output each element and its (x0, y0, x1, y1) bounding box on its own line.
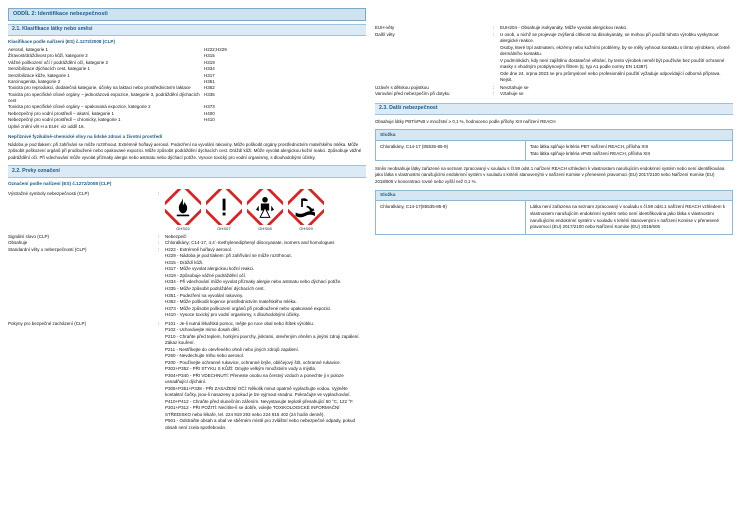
table-row (376, 201, 733, 234)
endocrine-table (375, 190, 733, 235)
clp-classification-lead: Klasifikace podle nařízení (ES) č.1272/2008 (CLP) (8, 39, 115, 45)
table-header-row (376, 130, 733, 141)
pictogram-code: GHS09 (299, 226, 313, 232)
hazard-class-code: H362 (204, 85, 215, 91)
other-statements-row: Další věty : U osob, u nichž se projevuje zvýšená citlivost na diisokyanáty, se mohou při použití tohoto výrobku vyskytnout alergické reakce. Osoby, které trpí astmatem, ekzémy nebo kožními problémy, by se měly vyhnout kontaktu s tímto výrobkem, včetně dermálního kontaktu. V podmínkách, kdy není zajištěno dostatečné větrání, by tento výrobek neměl být používán bez použití ochranné masky s vhodným protiplynovým filtrem (tj. typ A1 podle normy EN 14387). Ode dne 24. srpna 2023 se pro průmyslové nebo profesionální použití vyžaduje odpovídající odborná příprava. Nejsit. (375, 32, 733, 84)
hazard-statement: H222 - Extrémně hořlavý aerosol. (165, 246, 233, 252)
other-statement: U osob, u nichž se projevuje zvýšená citlivost na diisokyanáty, se mohou při použití tohoto výrobku vyskytnout alergické reakce. (500, 31, 719, 44)
hazard-class-row (8, 117, 366, 123)
hazard-class-name: Nebezpečný pro vodní prostředí – akutní, kategorie 1 (8, 110, 115, 116)
subsection-2-3-header: 2.3. Další nebezpečnost (375, 103, 733, 115)
hazard-class-code: H373 (204, 104, 215, 110)
other-statements-list (500, 32, 733, 84)
child-lock-row: Uzávěr s dětskou pojistkou : Nevztahuje se (375, 85, 733, 92)
hazard-class-name: Senzibilizace dýchacích cest, kategorie 1 (8, 66, 91, 72)
pictogram-colon: : (158, 191, 160, 197)
component-name: Chloralkány, C14-17 (85535-85-9) (376, 141, 526, 161)
hazard-class-name: Toxicita pro reprodukci, dodatečná kategorie, účinky na laktaci nebo prostřednictvím laktace (8, 85, 191, 91)
pictogram-code: GHS08 (258, 226, 272, 232)
hazard-class-name: Aerosol, kategorie 1 (8, 47, 49, 52)
pbt-table (375, 129, 733, 160)
signal-word-value: Nebezpečí (165, 233, 187, 239)
hazard-statement: H319 - Způsobuje vážné podráždění očí. (165, 272, 247, 278)
precautionary-statement: P301+P312 - PŘI POŽITÍ: Necítíte-li se dobře, volejte TOXIKOLOGICKÉ INFORMAČNÍ STŘEDISKO nebo lékaře, tel. 224 919 293 nebo 224 915 402 (24 hodin denně). (165, 405, 340, 417)
hazard-class-name: Nebezpečný pro vodní prostředí – chronicky, kategorie 1 (8, 117, 121, 123)
hazard-statement: H362 - Může poškodit kojence prostřednictvím mateřského mléka. (165, 299, 297, 305)
hazard-class-code: H351 (204, 78, 215, 84)
full-text-note: Úplné znění vět H a EUH: viz oddíl 16. (8, 124, 85, 129)
precautionary-statement: P260 - Nevdechujte mlhu nebo aerosol. (165, 353, 245, 359)
tactile-warning-label: Varování před nebezpečím při dotyku (375, 91, 450, 97)
tactile-warning-value: Vztahuje se (500, 91, 524, 97)
pictogram-code: GHS07 (217, 226, 231, 232)
euh-row: EUH-věty : EUH204 - Obsahuje isokyanáty. Může vyvolat alergickou reakci. (375, 25, 733, 32)
component-statement: Látka není zařazena na seznam zpracovaný v souladu s čl.59 odst.1 nařízení REACH vzhledem k vlastnostem narušujícím endokrinní systém nebo není identifikována jako látka s vlastnostmi narušujícími endokrinní systém v souladu s kritérii stanovenými v nařízení Komise v přenesené pravomoci (EU) 2017/2100 nebo Nařízení Komise (EU) 2018/605 (529, 204, 726, 230)
hazard-class-code: H222;H229 (204, 47, 227, 52)
pictogram-label: Výstražné symboly nebezpečnosti (CLP) (8, 191, 90, 197)
child-lock-value: Nevztahuje se (500, 84, 529, 90)
subsection-2-1-header: 2.1. Klasifikace látky nebo směsi (8, 24, 366, 36)
hazard-class-code: H315 (204, 53, 215, 59)
signal-word-row: Signální slovo (CLP) : Nebezpečí (8, 234, 366, 241)
hazard-statement: H410 - Vysoce toxický pro vodní organismy, s dlouhodobými účinky. (165, 312, 300, 318)
table-header-row (376, 190, 733, 201)
other-statement: Ode dne 24. srpna 2023 se pro průmyslové nebo profesionální použití vyžaduje odpovídající odborná příprava. (500, 70, 721, 76)
hazard-statement: H334 - Při vdechování může vyvolat příznaky alergie nebo astmatu nebo dýchací potíže. (165, 279, 342, 285)
pbt-table-header: Složka (376, 130, 733, 141)
hazard-statements-row: Standardní věty o nebezpečnosti (CLP) : H222 - Extrémně hořlavý aerosol. H229 - Nádoba je pod tlakem: při zahřívání se může roztrhnout. H315 - Dráždí kůži. H317 - Může vyvolat alergickou kožní reakci. H319 - Způsobuje vážné podráždění očí. H334 - Při vdechování může vyvolat příznaky alergie nebo astmatu nebo dýchací potíže. H335 - Může způsobit podráždění dýchacích cest. H351 - Podezření na vyvolání rakoviny. H362 - Může poškodit kojence prostřednictvím mateřského mléka. H373 - Může způsobit poškození orgánů při prodloužené nebo opakované expozici. H410 - Vysoce toxický pro vodní organismy, s dlouhodobými účinky. (8, 247, 366, 319)
precautionary-statement: P305+P351+P338 - PŘI ZASAŽENÍ OČÍ: Několik minut opatrně vyplachujte vodou. Vyjměte kontaktní čočky, jsou-li nasazeny a pokud je lze vyjmout snadno. Pokračujte ve vyplachování. (165, 385, 351, 398)
endocrine-table-header: Složka (376, 190, 733, 201)
pictogram-code: GHS02 (176, 226, 190, 232)
hazard-class-name: Karcinogenita, kategorie 2 (8, 78, 61, 84)
child-lock-label: Uzávěr s dětskou pojistkou (375, 84, 429, 90)
hazard-class-code: H317 (204, 72, 215, 78)
precautionary-statement: P304+P340 - PŘI VDECHNUTÍ: Přeneste osobu na čerstvý vzduch a ponechte ji v poloze usnadňující dýchání. (165, 372, 344, 385)
ghs-environment-icon (288, 189, 324, 231)
precautionary-statements-row: Pokyny pro bezpečné zacházení (CLP) : P101 - Je-li nutná lékařská pomoc, mějte po ruce obal nebo štítek výrobku. P102 - Uchovávejte mimo dosah dětí. P210 - Chraňte před teplem, horkými povrchy, jiskrami, otevřeným ohněm a jinými zdroji zapálení. Zákaz kouření. P211 - Nestříkejte do otevřeného ohně nebo jiných zdrojů zapálení. P260 - Nevdechujte mlhu nebo aerosol. P200 - Používejte ochranné rukavice, ochranné brýle, obličejový štít, ochranné rukavice. P302+P352 - PŘI STYKU S KŮŽÍ: Omyjte velkým množstvím vody a mýdla. P304+P340 - PŘI VDECHNUTÍ: Přeneste osobu na čerstvý vzduch a ponechte ji v poloze usnadňující dýchání. P305+P351+P338 - PŘI ZASAŽENÍ OČÍ: Několik minut opatrně vyplachujte vodou. Vyjměte kontaktní čočky, jsou-li nasazeny a pokud je lze vyjmout snadno. Pokračujte ve vyplachování. P410+P412 - Chraňte před slunečním zářením. Nevystavujte teplotě přesahující 50 °C, 122 °F. P301+P312 - PŘI POŽITÍ: Necítíte-li se dobře, volejte TOXIKOLOGICKÉ INFORMAČNÍ STŘEDISKO nebo lékaře, tel. 224 919 293 nebo 224 915 402 (24 hodin denně). P501 - Odstraňte obsah a obal ve sběrném místě pro zvláštní nebo nebezpečné odpady, pokud obsah není zcela spotřebován. (8, 321, 366, 432)
hazard-class-code: H410 (204, 117, 215, 123)
section-2-header: ODDÍL 2: Identifikace nebezpečnosti (8, 8, 366, 21)
component-statements (525, 201, 732, 234)
hazard-class-list (8, 47, 366, 124)
other-statements-label: Další věty (375, 31, 395, 37)
right-column (375, 8, 733, 512)
hazard-statement: H315 - Dráždí kůži. (165, 259, 204, 265)
pictogram-row (8, 189, 366, 231)
endocrine-text: Směs neobsahuje látky zařazené na seznam zpracovaný v souladu s čl.59 odst.1 nařízení REACH vzhledem k vlastnostem narušujícím endokrinní systém nebo není identifikována jako látka s vlastnostmi narušujícími endokrinní systém v souladu s kritérii stanovenými v nařízení Komise v přenesené pravomoci (EU) 2017/2100 nebo Nařízení Komise (EU) 2018/605 v koncentraci rovné nebo vyšší než 0,1 %. (375, 165, 725, 185)
precautionary-statement: P211 - Nestříkejte do otevřeného ohně nebo jiných zdrojů zapálení. (165, 346, 300, 352)
subsection-2-2-header: 2.2. Prvky označení (8, 165, 366, 177)
hazard-statement: H351 - Podezření na vyvolání rakoviny. (165, 292, 244, 298)
component-statements (525, 141, 732, 161)
hazard-class-code: H334 (204, 66, 215, 72)
euh-value: EUH204 - Obsahuje isokyanáty. Může vyvolat alergickou reakci. (500, 25, 628, 30)
hazard-class-name: Toxicita pro specifické cílové orgány – jednorázová expozice, kategorie 3, podráždění dýchacích cest (8, 91, 200, 103)
left-column (8, 8, 366, 512)
euh-label: EUH-věty (375, 25, 395, 30)
component-name: Chloralkány, C14-17(85535-85-9) (376, 201, 526, 234)
hazard-class-code: H319 (204, 59, 215, 65)
marking-lead: Označení podle nařízení (ES) č.1272/2008 (CLP) (8, 181, 112, 187)
hazard-statement: H317 - Může vyvolat alergickou kožní reakci. (165, 266, 255, 272)
hazard-statements-list (165, 247, 366, 319)
hazard-statements-label: Standardní věty o nebezpečnosti (CLP) (8, 246, 87, 252)
table-row (376, 141, 733, 161)
contains-row: Obsahuje : Chloralkány; C14-17, 4,4´-methylenediphenyl diisocyanate, isomers and homologues (8, 240, 366, 247)
signal-word-label: Signální slovo (CLP) (8, 233, 50, 239)
hazard-class-code: H335 (204, 91, 215, 97)
tactile-warning-row: Varování před nebezpečím při dotyku : Vztahuje se (375, 91, 733, 98)
precautionary-statement: P101 - Je-li nutná lékařská pomoc, mějte po ruce obal nebo štítek výrobku. (165, 320, 315, 326)
contains-label: Obsahuje (8, 240, 28, 246)
hazard-statement: H335 - Může způsobit podráždění dýchacích cest. (165, 285, 265, 291)
hazard-statement: H229 - Nádoba je pod tlakem: při zahřívání se může roztrhnout. (165, 253, 292, 259)
ghs-exclamation-icon (206, 189, 242, 231)
other-statement: Nejsit. (500, 77, 513, 83)
other-statement: V podmínkách, kdy není zajištěno dostatečné větrání, by tento výrobek neměl být používán bez použití ochranné masky s vhodným protiplynovým filtrem (tj. typ A1 podle normy EN 14387). (500, 57, 725, 70)
pbt-text: Obsahuje látky PBT/vPvB v množství ≥ 0,1 %, hodnoceno podle přílohy XIII nařízení REACH (375, 118, 556, 124)
other-statement: Osoby, které trpí astmatem, ekzémy nebo kožními problémy, by se měly vyhnout kontaktu s tímto výrobkem, včetně dermálního kontaktu. (500, 44, 730, 57)
pictogram-list (165, 189, 324, 231)
hazard-class-code: H400 (204, 110, 215, 116)
precautionary-statements-label: Pokyny pro bezpečné zacházení (CLP) (8, 320, 87, 326)
hazard-class-name: Žíravost/dráždivost pro kůži, kategorie 2 (8, 53, 88, 59)
precautionary-statement: P200 - Používejte ochranné rukavice, ochranné brýle, obličejový štít, ochranné rukavice. (165, 359, 341, 365)
component-statement: Tato látka splňuje kritéria PBT nařízení REACH, příloha XIII (529, 143, 649, 149)
contains-value: Chloralkány; C14-17, 4,4´-methylenediphenyl diisocyanate, isomers and homologues (165, 240, 335, 246)
precautionary-statement: P210 - Chraňte před teplem, horkými povrchy, jiskrami, otevřeným ohněm a jinými zdroji zapálení. Zákaz kouření. (165, 333, 360, 346)
precautionary-statement: P302+P352 - PŘI STYKU S KŮŽÍ: Omyjte velkým množstvím vody a mýdla. (165, 366, 317, 372)
hazard-class-name: Senzibilizace kůže, kategorie 1 (8, 72, 70, 78)
hazard-class-row (8, 92, 366, 105)
component-statement: Tato látka splňuje kritéria vPvB nařízení REACH, příloha XIII (529, 150, 650, 156)
ghs-flame-icon (165, 189, 201, 231)
precautionary-statement: P501 - Odstraňte obsah a obal ve sběrném místě pro zvláštní nebo nebezpečné odpady, pokud obsah není zcela spotřebován. (165, 418, 356, 430)
ghs-health-hazard-icon (247, 189, 283, 231)
hazard-class-name: Toxicita pro specifické cílové orgány – opakovaná expozice, kategorie 2 (8, 104, 151, 110)
precautionary-statement: P102 - Uchovávejte mimo dosah dětí. (165, 327, 241, 333)
hazard-class-name: Vážné poškození očí / podráždění očí, kategorie 2 (8, 59, 109, 65)
precautionary-statements-list (165, 321, 366, 432)
precautionary-statement: P410+P412 - Chraňte před slunečním zářením. Nevystavujte teplotě přesahující 50 °C, 122 °F. (165, 398, 354, 404)
adverse-effects-text: Nádoba je pod tlakem: při zahřívání se může roztrhnout. Extrémně hořlavý aerosol. Podezření na vyvolání rakoviny. Může poškodit orgány prostřednictvím mateřského mléka. Může způsobit poškození orgánů při prodloužené nebo opakované expozici. Může způsobit podráždění dýchacích cest. Dráždí kůži. Může vyvolat alergickou kožní reakci. Způsobuje vážné podráždění očí. Při vdechování může vyvolat příznaky alergie nebo astmatu nebo dýchací potíže. Vysoce toxický pro vodní organismy, s dlouhodobými účinky. (8, 141, 362, 160)
hazard-statement: H373 - Může způsobit poškození orgánů při prodloužené nebo opakované expozici. (165, 305, 332, 311)
adverse-effects-lead: Nepříznivé fyzikálně-chemické vlivy na lidské zdraví a životní prostředí (8, 133, 163, 139)
